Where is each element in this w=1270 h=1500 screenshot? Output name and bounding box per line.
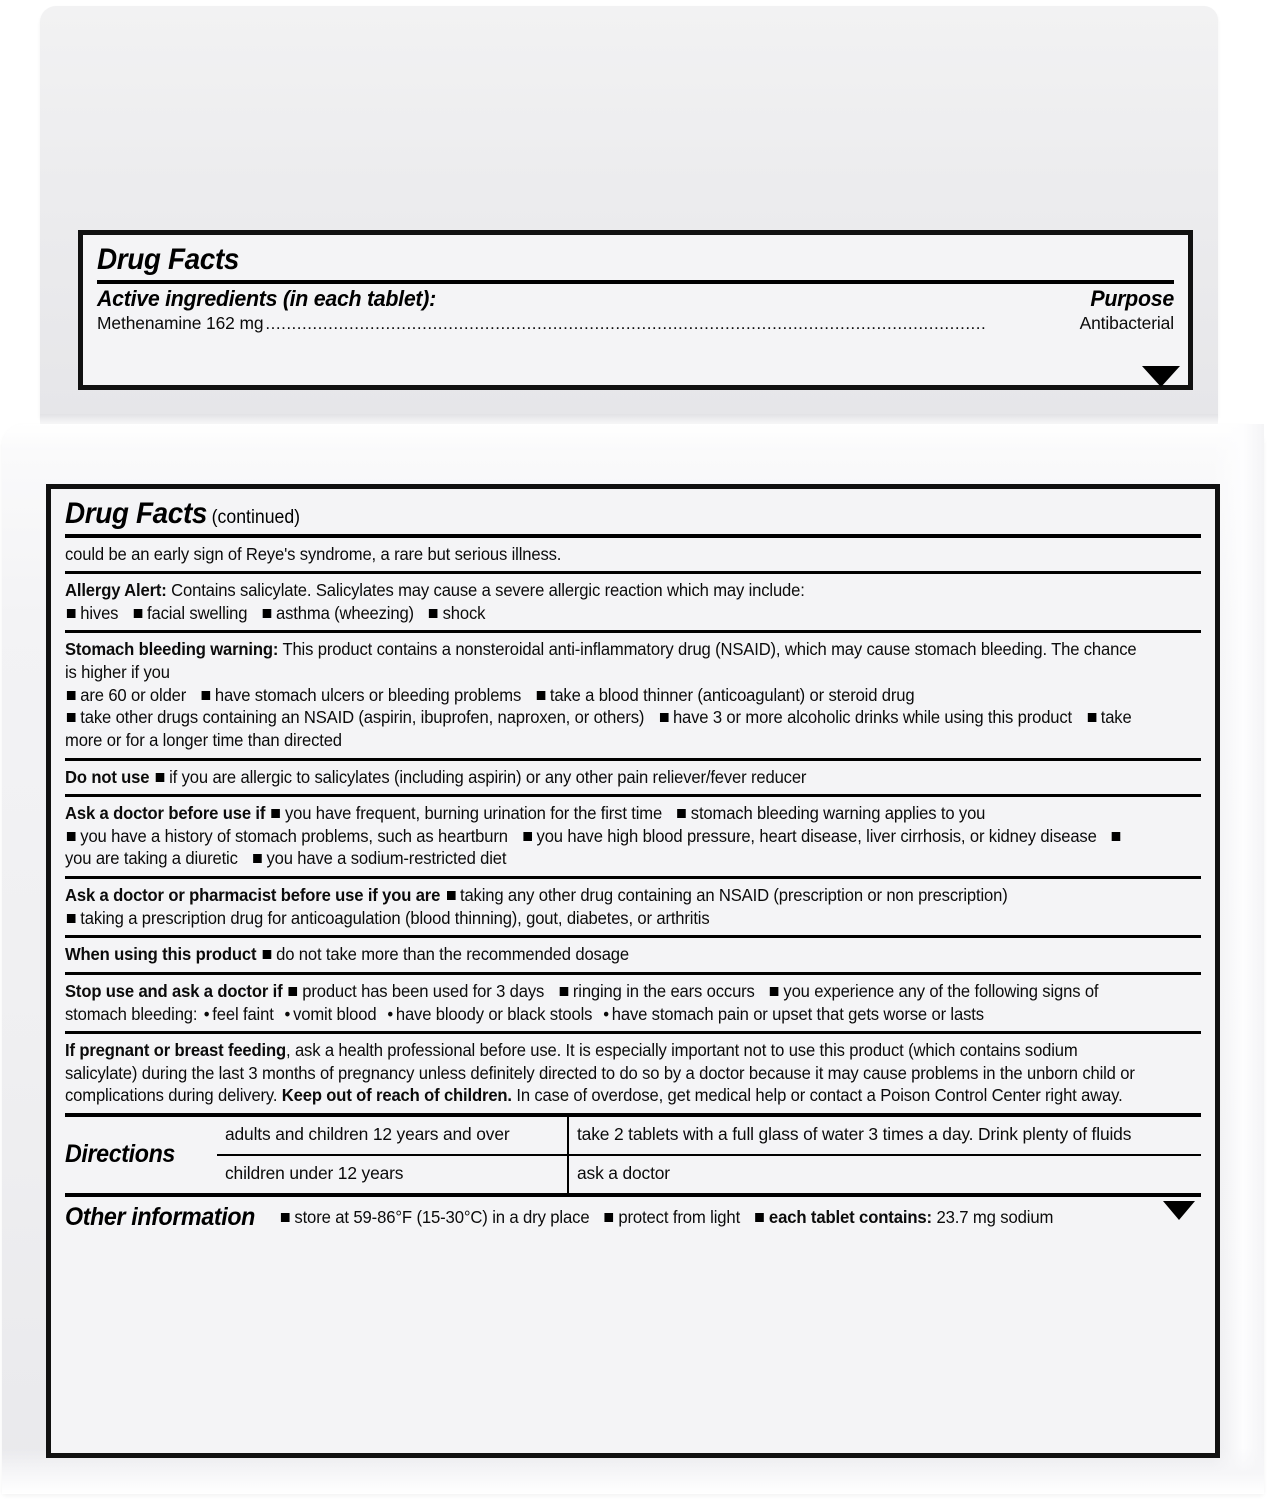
section-stop-use [65, 975, 1201, 1031]
bullet-square-icon [67, 832, 76, 841]
oi-item-2: protect from light [618, 1206, 741, 1227]
bullet-square-icon [770, 987, 779, 996]
dnu-bullet-1: if you are allergic to salicylates (including aspirin) or any other pain reliever/fever reducer [169, 766, 807, 787]
when-using-line [65, 943, 1150, 966]
bullet-square-icon [281, 1213, 290, 1222]
bullet-square-icon [429, 609, 438, 618]
bullet-square-icon [253, 854, 262, 863]
drug-facts-box-main [46, 484, 1220, 1458]
pregnancy-heading: If pregnant or breast feeding [65, 1040, 287, 1061]
section-directions [65, 1117, 1201, 1193]
bullet-square-icon [263, 609, 272, 618]
bullet-square-icon [67, 691, 76, 700]
sb-bullet-6: take more or for a longer time than directed [65, 707, 1132, 750]
pregnancy-body-1: , ask a health professional before use. It is especially important not to use this product (which contains sodium salicylate) during the last 3 months of pregnancy unless definitely directed to do so by a doctor because it may cause problems in the unborn child or complications during delivery. [65, 1040, 1135, 1106]
table-row [217, 1154, 1201, 1193]
directions-who-1: adults and children 12 years and over [217, 1117, 569, 1154]
ask-doctor-heading: Ask a doctor before use if [65, 803, 266, 824]
pregnancy-body-2: In case of overdose, get medical help or contact a Poison Control Center right away. [511, 1085, 1123, 1106]
ad-bullet-5: you are taking a diuretic [65, 848, 238, 869]
sb-bullet-4: take other drugs containing an NSAID (aspirin, ibuprofen, naproxen, or others) [80, 707, 645, 728]
ask-pharmacist-row1 [65, 884, 1150, 907]
sb-bullet-2: have stomach ulcers or bleeding problems [214, 684, 522, 705]
drug-facts-title-text: Drug Facts [65, 497, 208, 530]
sb-bullet-3: take a blood thinner (anticoagulant) or steroid drug [549, 684, 915, 705]
su-bullet-2: ringing in the ears occurs [572, 980, 755, 1001]
stomach-bleeding-heading: Stomach bleeding warning: [65, 639, 279, 660]
ingredient-purpose: Antibacterial [1079, 312, 1174, 333]
sb-bullet-5: have 3 or more alcoholic drinks while using this product [672, 707, 1073, 728]
section-allergy-alert [65, 574, 1201, 630]
section-ask-pharmacist [65, 879, 1201, 935]
allergy-bullet-3: asthma (wheezing) [276, 602, 414, 623]
purpose-heading: Purpose [1090, 285, 1174, 311]
drug-facts-title-top: Drug Facts [97, 243, 240, 276]
section-other-information [65, 1197, 1201, 1236]
sub-bullet-dot-icon: • [203, 1003, 210, 1024]
wu-bullet-1: do not take more than the recommended dosage [276, 944, 629, 965]
sub-bullet-dot-icon: • [387, 1003, 393, 1024]
ingredient-leader-row [97, 313, 1174, 334]
do-not-use-heading: Do not use [65, 766, 150, 787]
oi-item-3: 23.7 mg sodium [932, 1206, 1054, 1227]
ad-bullet-1: you have frequent, burning urination for the first time [284, 803, 663, 824]
ad-bullet-6: you have a sodium-restricted diet [266, 848, 507, 869]
bullet-square-icon [272, 809, 281, 818]
bullet-square-icon [67, 609, 76, 618]
stomach-bleeding-bullets-row2 [65, 706, 1150, 751]
directions-what-1: take 2 tablets with a full glass of water 3 times a day. Drink plenty of fluids [577, 1124, 1132, 1144]
other-information-label: Other information [65, 1202, 256, 1231]
oi-item-3-bold: each tablet contains: [769, 1206, 933, 1227]
section-do-not-use [65, 761, 1201, 795]
drug-facts-title-main [65, 495, 1121, 534]
bullet-square-icon [536, 691, 545, 700]
su-sub-3: have bloody or black stools [395, 1003, 593, 1024]
table-row [217, 1117, 1201, 1154]
allergy-alert-text [65, 579, 1150, 602]
ask-doctor-row1 [65, 802, 1150, 825]
bullet-square-icon [1112, 832, 1121, 841]
stop-use-row1 [65, 980, 1150, 1025]
do-not-use-line [65, 766, 1150, 789]
bullet-square-icon [560, 987, 569, 996]
allergy-alert-body: Contains salicylate. Salicylates may cause a severe allergic reaction which may include: [171, 580, 805, 601]
reye-text: could be an early sign of Reye's syndrome, a rare but serious illness. [65, 543, 562, 564]
down-triangle-icon [1142, 366, 1180, 387]
bullet-square-icon [134, 609, 143, 618]
directions-label: Directions [65, 1140, 175, 1169]
keep-out-of-reach-heading: Keep out of reach of children. [281, 1085, 512, 1106]
bullet-square-icon [67, 713, 76, 722]
sb-bullet-1: are 60 or older [80, 684, 187, 705]
pregnancy-text [65, 1039, 1150, 1107]
bullet-square-icon [67, 914, 76, 923]
bullet-square-icon [756, 1213, 765, 1222]
oi-item-1: store at 59-86°F (15-30°C) in a dry place [294, 1206, 590, 1227]
allergy-alert-bullets [65, 602, 1150, 625]
ad-bullet-3: you have a history of stomach problems, such as heartburn [80, 825, 508, 846]
allergy-bullet-1: hives [80, 602, 119, 623]
active-ingredients-row [97, 284, 1174, 334]
su-sub-2: vomit blood [293, 1003, 377, 1024]
directions-who-2: children under 12 years [217, 1154, 569, 1193]
bullet-square-icon [201, 691, 210, 700]
down-triangle-icon [1163, 1201, 1195, 1220]
stop-use-heading: Stop use and ask a doctor if [65, 980, 283, 1001]
bullet-square-icon [263, 950, 272, 959]
leader-dots: .......................................................................................................................................... [265, 313, 987, 333]
su-bullet-1: product has been used for 3 days [302, 980, 545, 1001]
directions-table [217, 1117, 1201, 1193]
drug-facts-continued-label: (continued) [211, 507, 301, 528]
ask-doctor-row2 [65, 825, 1150, 870]
ask-pharmacist-row2 [65, 907, 1150, 930]
panel-highlight-top [2, 424, 1264, 470]
allergy-bullet-2: facial swelling [147, 602, 248, 623]
bullet-square-icon [1087, 713, 1096, 722]
bullet-square-icon [660, 713, 669, 722]
allergy-bullet-4: shock [442, 602, 486, 623]
section-pregnancy [65, 1034, 1201, 1113]
ask-pharmacist-heading: Ask a doctor or pharmacist before use if you are [65, 885, 441, 905]
ad-bullet-4: you have high blood pressure, heart disease, liver cirrhosis, or kidney disease [536, 825, 1097, 846]
sub-bullet-dot-icon: • [284, 1003, 291, 1024]
su-bullet-3: you experience any of the following signs of stomach bleeding: [65, 980, 1099, 1024]
ad-bullet-2: stomach bleeding warning applies to you [690, 803, 986, 824]
other-information-items [279, 1207, 1053, 1228]
bullet-square-icon [605, 1213, 614, 1222]
bullet-square-icon [677, 809, 686, 818]
section-ask-doctor [65, 797, 1201, 876]
su-sub-1: feel faint [212, 1003, 274, 1024]
section-reye [65, 538, 1201, 572]
ap-bullet-1: taking any other drug containing an NSAID (prescription or non prescription) [459, 885, 1008, 905]
stomach-bleeding-body: This product contains a nonsteroidal anti-inflammatory drug (NSAID), which may cause stomach bleeding. The chance is higher if you [65, 639, 1137, 682]
ingredient-name: Methenamine 162 mg [97, 312, 264, 333]
directions-what-2: ask a doctor [569, 1154, 1201, 1193]
bullet-square-icon [447, 891, 456, 900]
bullet-square-icon [289, 987, 298, 996]
drug-facts-box-top [78, 230, 1193, 390]
allergy-alert-heading: Allergy Alert: [65, 580, 167, 601]
ap-bullet-2: taking a prescription drug for anticoagulation (blood thinning), gout, diabetes, or arthritis [80, 907, 710, 928]
active-ingredients-heading: Active ingredients (in each tablet): [97, 285, 436, 311]
sub-bullet-dot-icon: • [603, 1003, 609, 1024]
stomach-bleeding-text [65, 638, 1150, 683]
bullet-square-icon [156, 773, 165, 782]
when-using-heading: When using this product [65, 944, 257, 965]
section-stomach-bleeding [65, 633, 1201, 757]
section-when-using [65, 938, 1201, 972]
bullet-square-icon [523, 832, 532, 841]
stomach-bleeding-bullets-row1 [65, 684, 1150, 707]
su-sub-4: have stomach pain or upset that gets worse or lasts [611, 1003, 984, 1024]
